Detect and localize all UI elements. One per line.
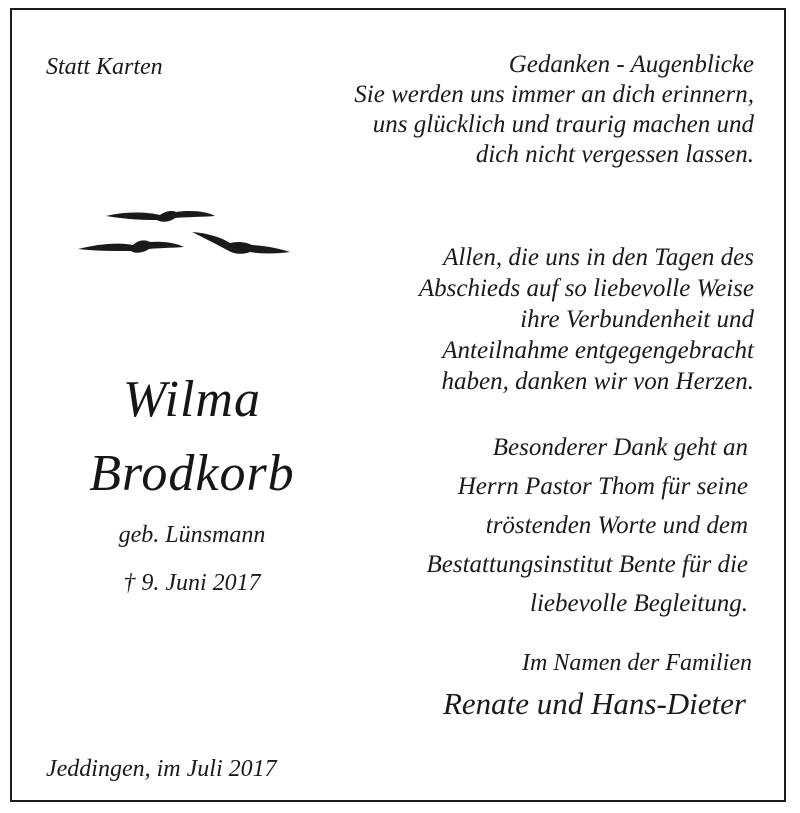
- special-thanks-line: Bestattungsinstitut Bente für die: [426, 551, 748, 578]
- special-thanks-line: Herrn Pastor Thom für seine: [457, 473, 748, 500]
- deceased-last-name: Brodkorb: [89, 445, 295, 502]
- poem-line: uns glücklich und traurig machen und: [372, 111, 754, 138]
- special-thanks-line: liebevolle Begleitung.: [530, 590, 748, 617]
- thanks-block: [419, 242, 754, 397]
- thanks-line: Abschieds auf so liebevolle Weise: [418, 275, 754, 302]
- signoff-names: Renate und Hans-Dieter: [442, 686, 746, 721]
- deceased-first-name: Wilma: [123, 371, 261, 428]
- special-thanks-line: tröstenden Worte und dem: [485, 512, 748, 539]
- thanks-line: haben, danken wir von Herzen.: [441, 368, 754, 395]
- thanks-line: ihre Verbundenheit und: [520, 306, 754, 333]
- thanks-line: Anteilnahme entgegengebracht: [442, 337, 754, 364]
- maiden-name: geb. Lünsmann: [118, 522, 266, 548]
- special-thanks-block: [427, 428, 749, 623]
- special-thanks-line: Besonderer Dank geht an: [492, 434, 748, 461]
- poem-line: dich nicht vergessen lassen.: [475, 141, 754, 168]
- thanks-line: Allen, die uns in den Tagen des: [443, 244, 754, 271]
- obituary-notice: [10, 8, 786, 802]
- header-statt-karten: Statt Karten: [46, 54, 163, 80]
- poem-block: [354, 50, 754, 170]
- death-date: † 9. Juni 2017: [123, 570, 261, 596]
- poem-line: Sie werden uns immer an dich erinnern,: [354, 81, 754, 108]
- signoff-intro: Im Namen der Familien: [522, 650, 752, 676]
- footer-place-date: Jeddingen, im Juli 2017: [46, 756, 277, 782]
- birds-in-flight-icon: [78, 206, 308, 276]
- poem-line: Gedanken - Augenblicke: [508, 51, 754, 78]
